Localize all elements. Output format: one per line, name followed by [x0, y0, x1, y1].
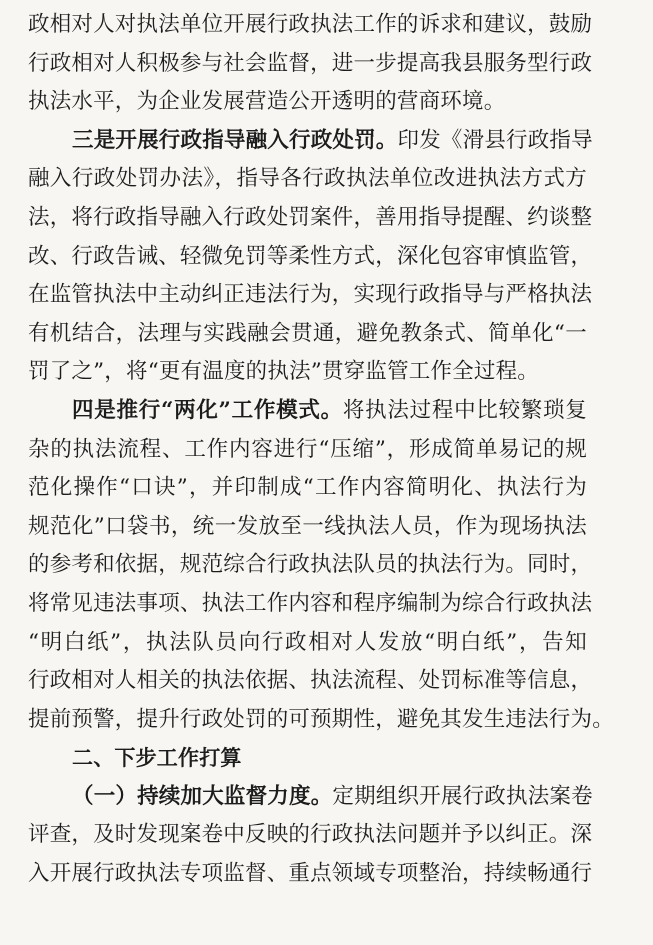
text-line: 入开展行政执法专项监督、重点领域专项整治，持续畅通行: [28, 861, 593, 887]
paragraph-2: [28, 122, 593, 392]
section-heading-text: 二、下步工作打算: [72, 746, 242, 771]
text-line-rest: 定期组织开展行政执法案卷: [332, 783, 593, 809]
text-line-rest: 印发《滑县行政指导: [397, 127, 593, 153]
paragraph-lead: 四是推行“两化”工作模式。: [72, 397, 343, 423]
text-line: 评查，及时发现案卷中反映的行政执法问题并予以纠正。深: [28, 822, 593, 848]
paragraph-4: [28, 778, 593, 894]
text-line: 行政相对人积极参与社会监督，进一步提高我县服务型行政: [28, 50, 593, 76]
text-line: 杂的执法流程、工作内容进行“压缩”，形成简单易记的规: [28, 436, 587, 462]
text-line: 执法水平，为企业发展营造公开透明的营商环境。: [28, 89, 506, 115]
paragraph-lead: 三是开展行政指导融入行政处罚。: [72, 127, 398, 153]
text-line: 规范化”口袋书，统一发放至一线执法人员，作为现场执法: [28, 513, 587, 539]
text-line: 法，将行政指导融入行政处罚案件，善用指导提醒、约谈整: [28, 204, 593, 230]
text-line: [28, 392, 587, 431]
text-line: 政相对人对执法单位开展行政执法工作的诉求和建议，鼓励: [28, 12, 593, 37]
section-heading: [28, 739, 587, 778]
text-line: “明白纸”，执法队员向行政相对人发放“明白纸”，告知: [28, 629, 587, 655]
paragraph-3: [28, 392, 614, 739]
text-line: 行政相对人相关的执法依据、执法流程、处罚标准等信息，: [28, 668, 593, 694]
text-line: 改、行政告诫、轻微免罚等柔性方式，深化包容审慎监管，: [28, 243, 593, 269]
paragraph-1: [28, 6, 593, 122]
text-line-rest: 将执法过程中比较繁琐复: [342, 397, 587, 423]
text-line: 有机结合，法理与实践融会贯通，避免教条式、简单化“一: [28, 320, 587, 346]
text-line: 融入行政处罚办法》，指导各行政执法单位改进执法方式方: [28, 166, 587, 192]
text-line: [28, 778, 593, 817]
text-line: 范化操作“口诀”，并印制成“工作内容简明化、执法行为: [28, 475, 587, 501]
text-line: [28, 122, 593, 161]
text-line: 在监管执法中主动纠正违法行为，实现行政指导与严格执法: [28, 282, 593, 308]
text-line: 的参考和依据，规范综合行政执法队员的执法行为。同时，: [28, 552, 593, 578]
text-line: 将常见违法事项、执法工作内容和程序编制为综合行政执法: [28, 590, 593, 616]
text-line: 罚了之”，将“更有温度的执法”贯穿监管工作全过程。: [28, 359, 539, 385]
text-line: 提前预警，提升行政处罚的可预期性，避免其发生违法行为。: [28, 706, 614, 732]
paragraph-lead: （一）持续加大监督力度。: [72, 783, 333, 809]
